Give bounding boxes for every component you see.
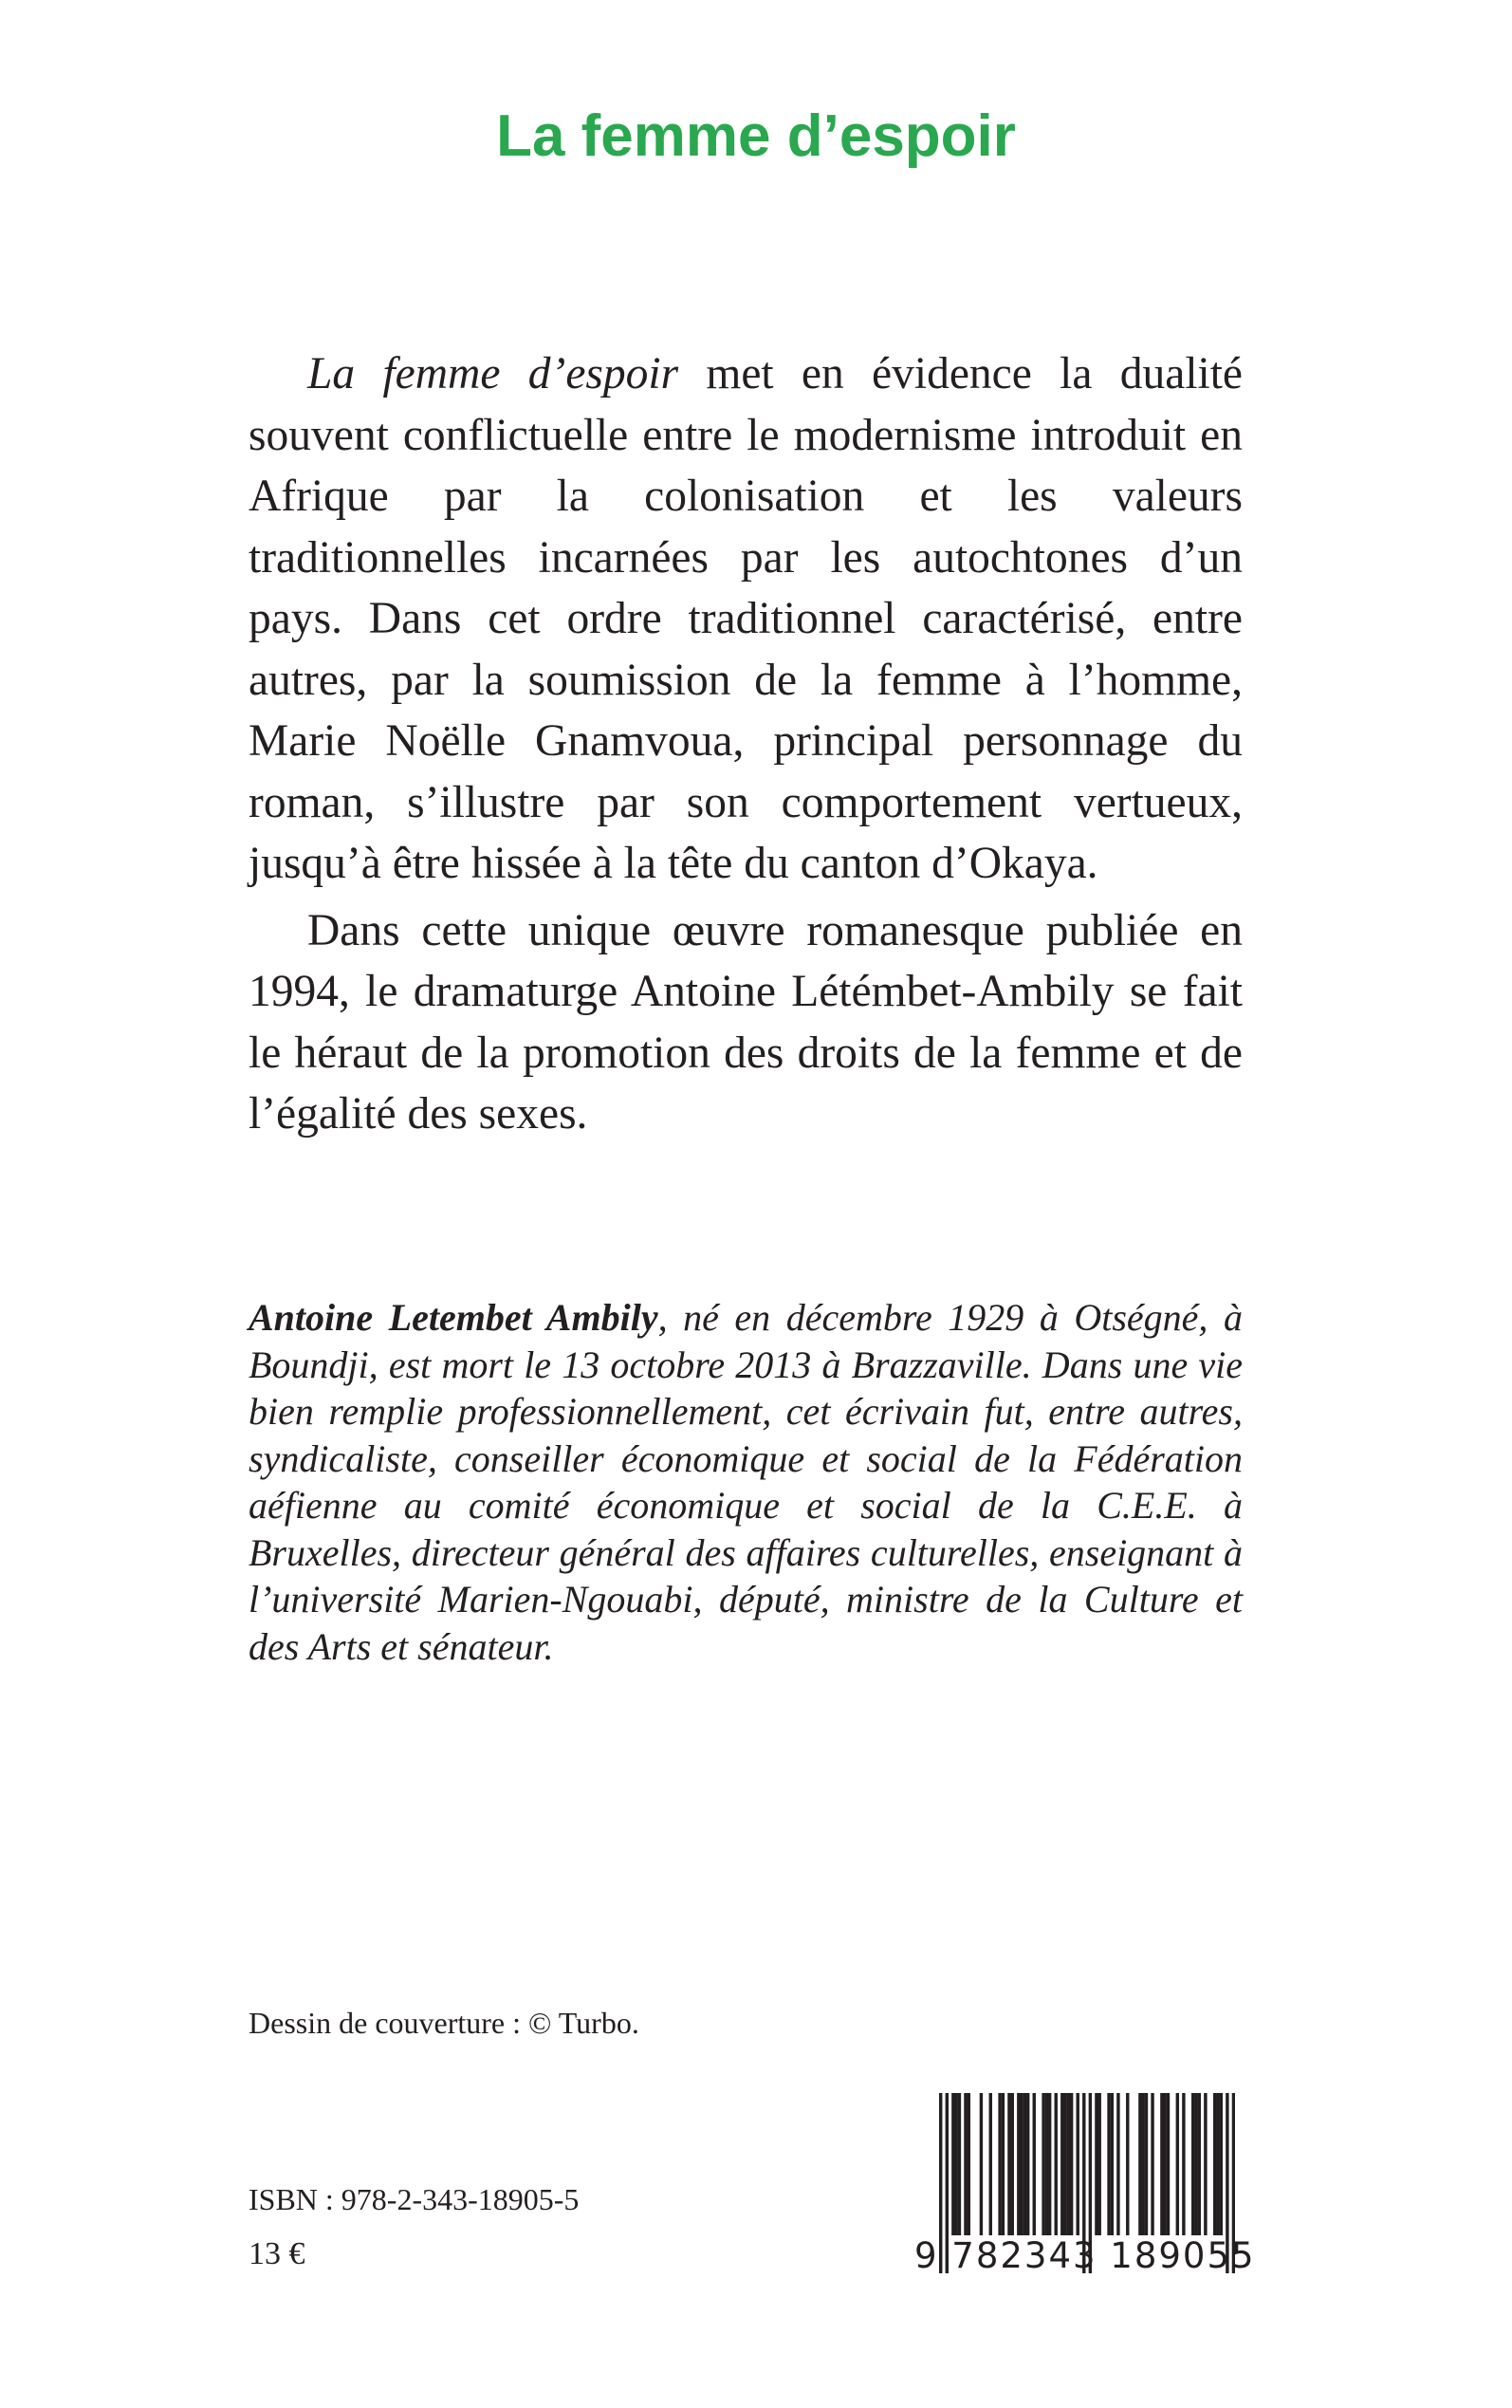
barcode-bar bbox=[1095, 2093, 1097, 2235]
barcode-bar bbox=[1048, 2093, 1051, 2235]
author-biography bbox=[249, 1294, 1243, 1670]
barcode-bar bbox=[1107, 2093, 1110, 2235]
book-title: La femme d’espoir bbox=[496, 103, 1016, 169]
summary-title-reference: La femme d’espoir bbox=[307, 349, 679, 398]
cover-credit: Dessin de couverture : © Turbo. bbox=[249, 2006, 639, 2040]
barcode-bar bbox=[1033, 2093, 1036, 2235]
barcode-bar bbox=[1023, 2093, 1026, 2235]
barcode-bar bbox=[1167, 2093, 1170, 2235]
barcode-bar bbox=[1060, 2093, 1063, 2235]
barcode-bar bbox=[1077, 2093, 1079, 2235]
barcode-bar bbox=[964, 2093, 967, 2235]
barcode-bar bbox=[951, 2093, 954, 2235]
barcode-bar bbox=[1126, 2093, 1129, 2235]
barcode-bar bbox=[968, 2093, 970, 2235]
barcode-bar bbox=[1151, 2093, 1153, 2235]
barcode-bar bbox=[1204, 2093, 1207, 2235]
author-name: Antoine Letembet Ambily bbox=[249, 1296, 658, 1339]
barcode-bar bbox=[1067, 2093, 1070, 2235]
barcode-bar bbox=[1138, 2093, 1141, 2235]
barcode-bar bbox=[1182, 2093, 1185, 2235]
barcode-digits: 9 782343 189055 bbox=[914, 2235, 1256, 2276]
barcode-bar bbox=[958, 2093, 961, 2235]
barcode-bar bbox=[1220, 2093, 1223, 2235]
barcode-bar bbox=[1055, 2093, 1058, 2235]
barcode-bar bbox=[1194, 2093, 1197, 2235]
barcode-bar bbox=[1007, 2093, 1010, 2235]
barcode-bar bbox=[1026, 2093, 1029, 2235]
barcode-bar bbox=[1176, 2093, 1179, 2235]
barcode-bar bbox=[1145, 2093, 1148, 2235]
summary-paragraph-2: Dans cette unique œuvre romanesque publiée en 1994, le dramaturge Antoine Létémbet-Ambily se fait le héraut de la promotion des droits de la femme et de l’égalité des sexes. bbox=[249, 905, 1243, 1139]
barcode-bar bbox=[1011, 2093, 1014, 2235]
barcode-bar bbox=[1160, 2093, 1163, 2235]
barcode-bar bbox=[998, 2093, 1001, 2235]
summary-paragraph-1-text: met en évidence la dualité souvent conflictuelle entre le modernisme introduit en Afrique par la colonisation et les valeurs traditionnelles incarnées par les autochtones d’un pays. Dans cet ordre traditionnel caractérisé, entre autres, par la soumission de la femme à l’homme, Marie Noëlle Gnamvoua, principal personnage du roman, s’illustre par son comportement vertueux, jusqu’à être hissée à la tête du canton d’Okaya. bbox=[249, 349, 1243, 888]
price: 13 € bbox=[249, 2236, 305, 2271]
barcode-bar bbox=[980, 2093, 983, 2235]
barcode-bar bbox=[1097, 2093, 1100, 2235]
barcode-bar bbox=[1002, 2093, 1005, 2235]
barcode-bar bbox=[1191, 2093, 1194, 2235]
barcode-bar bbox=[1163, 2093, 1166, 2235]
back-cover-summary bbox=[249, 343, 1243, 1151]
barcode-bar bbox=[1116, 2093, 1119, 2235]
barcode-bar bbox=[1042, 2093, 1044, 2235]
barcode-bar bbox=[1070, 2093, 1073, 2235]
isbn: ISBN : 978-2-343-18905-5 bbox=[249, 2182, 580, 2216]
summary-paragraph-1 bbox=[249, 343, 1243, 895]
barcode-bar bbox=[1216, 2093, 1219, 2235]
barcode-bar bbox=[1198, 2093, 1201, 2235]
barcode-bar bbox=[1045, 2093, 1048, 2235]
barcode-bar bbox=[1111, 2093, 1114, 2235]
barcode-bar bbox=[989, 2093, 992, 2235]
barcode-bar bbox=[954, 2093, 957, 2235]
barcode-bar bbox=[1020, 2093, 1023, 2235]
barcode-bar bbox=[1017, 2093, 1020, 2235]
author-biography-text: , né en décembre 1929 à Otségné, à Boundji, est mort le 13 octobre 2013 à Brazzaville. Dans une vie bien remplie professionnellement, cet écrivain fut, entre autres, syndicaliste, conseiller économique et social de la Fédération aéfienne au comité économique et social de la C.E.E. à Bruxelles, directeur général des affaires culturelles, enseignant à l’université Marien-Ngouabi, député, ministre de la Culture et des Arts et sénateur. bbox=[249, 1296, 1243, 1668]
barcode-bar bbox=[1141, 2093, 1144, 2235]
barcode-bar bbox=[1063, 2093, 1066, 2235]
barcode-bar bbox=[1213, 2093, 1216, 2235]
